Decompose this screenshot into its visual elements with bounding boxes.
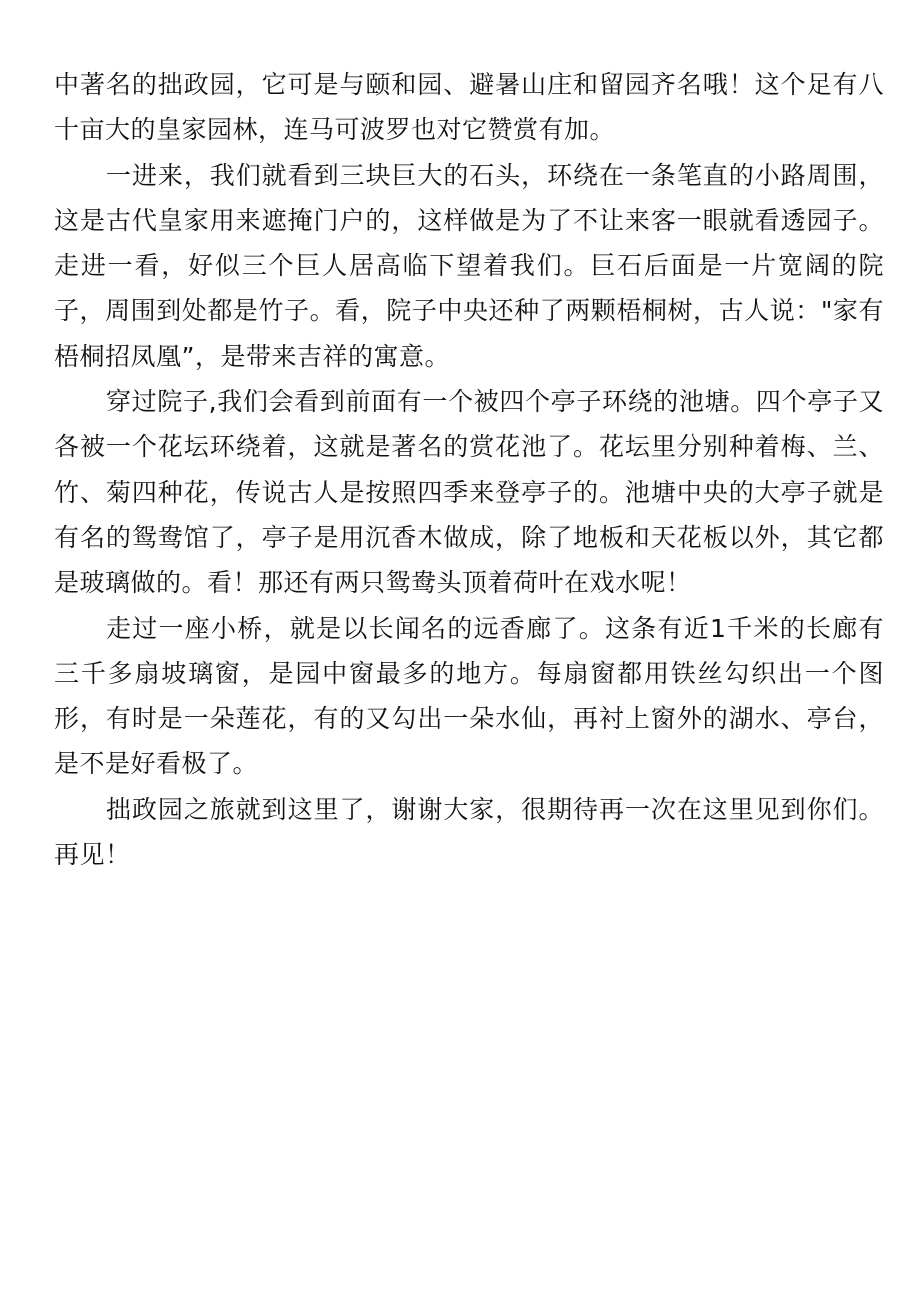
paragraph-2: 一进来，我们就看到三块巨大的石头，环绕在一条笔直的小路周围，这是古代皇家用来遮掩门户的，这样做是为了不让来客一眼就看透园子。走进一看，好似三个巨人居高临下望着我们。巨石后面是一片宽阔的院子，周围到处都是竹子。看，院子中央还种了两颗梧桐树，古人说："家有梧桐招凤凰”，是带来吉祥的寓意。 xyxy=(54,160,884,371)
paragraph-5: 拙政园之旅就到这里了，谢谢大家，很期待再一次在这里见到你们。再见！ xyxy=(54,794,884,870)
paragraph-4: 走过一座小桥，就是以长闻名的远香廊了。这条有近1千米的长廊有三千多扇坡璃窗，是园中窗最多的地方。每扇窗都用铁丝勾织出一个图形，有时是一朵莲花，有的又勾出一朵水仙，再衬上窗外的湖水、亭台，是不是好看极了。 xyxy=(54,613,884,779)
paragraph-3: 穿过院子,我们会看到前面有一个被四个亭子环绕的池塘。四个亭子又各被一个花坛环绕着，这就是著名的赏花池了。花坛里分别种着梅、兰、竹、菊四种花，传说古人是按照四季来登亭子的。池塘中央的大亭子就是有名的鸳鸯馆了，亭子是用沉香木做成，除了地板和天花板以外，其它都是玻璃做的。看！那还有两只鸳鸯头顶着荷叶在戏水呢！ xyxy=(54,387,884,598)
document-body xyxy=(54,62,884,877)
paragraph-1: 中著名的拙政园，它可是与颐和园、避暑山庄和留园齐名哦！这个足有八十亩大的皇家园林，连马可波罗也对它赞赏有加。 xyxy=(54,70,884,145)
